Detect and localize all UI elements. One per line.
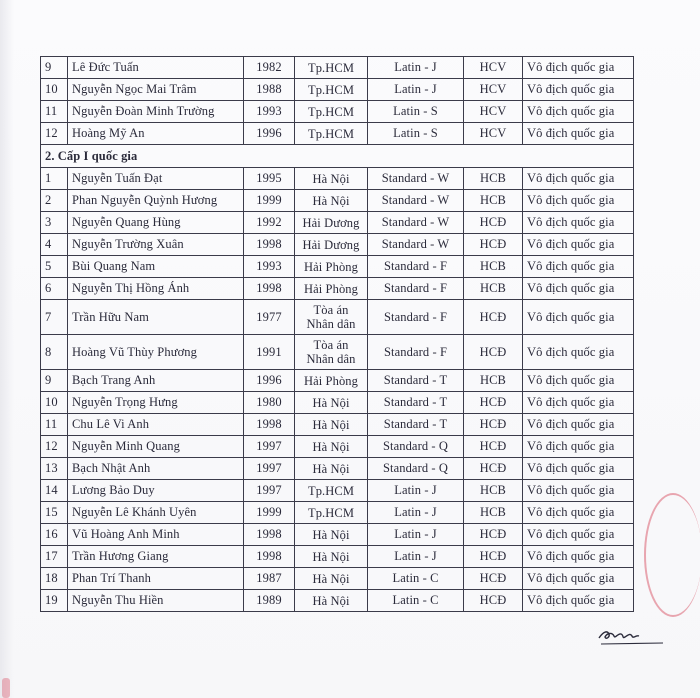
table-row	[41, 79, 634, 101]
title-cell: Vô địch quốc gia	[523, 168, 634, 190]
unit-line: Hải Dương	[302, 237, 360, 252]
medal-cell: HCĐ	[464, 392, 523, 414]
section-row	[41, 145, 634, 168]
birth-year-cell: 1997	[244, 436, 295, 458]
table-row	[41, 502, 634, 524]
category-cell: Latin - C	[368, 590, 464, 612]
title-cell: Vô địch quốc gia	[523, 568, 634, 590]
table-row	[41, 234, 634, 256]
row-number-cell: 12	[41, 123, 68, 145]
unit-line: Hải Phòng	[303, 373, 359, 388]
category-cell: Standard - Q	[368, 436, 464, 458]
medal-cell: HCĐ	[464, 590, 523, 612]
title-cell: Vô địch quốc gia	[523, 458, 634, 480]
row-number-cell: 11	[41, 101, 68, 123]
birth-year-cell: 1998	[244, 524, 295, 546]
title-cell: Vô địch quốc gia	[523, 546, 634, 568]
unit-line: Hà Nội	[312, 527, 350, 542]
table-row	[41, 278, 634, 300]
medal-cell: HCB	[464, 502, 523, 524]
athlete-name-cell: Phan Nguyễn Quỳnh Hương	[68, 190, 244, 212]
unit-line: Hà Nội	[312, 193, 350, 208]
unit-line: Tp.HCM	[307, 505, 355, 520]
row-number-cell: 10	[41, 392, 68, 414]
title-cell: Vô địch quốc gia	[523, 212, 634, 234]
category-cell: Standard - T	[368, 392, 464, 414]
unit-line: Nhân dân	[306, 317, 356, 331]
medal-cell: HCĐ	[464, 436, 523, 458]
athlete-name-cell: Trần Hương Giang	[68, 546, 244, 568]
table-row	[41, 57, 634, 79]
birth-year-cell: 1998	[244, 414, 295, 436]
table-row	[41, 436, 634, 458]
athlete-name-cell: Lê Đức Tuấn	[68, 57, 244, 79]
table-section	[41, 145, 634, 168]
unit-cell	[295, 300, 368, 335]
table-row	[41, 568, 634, 590]
row-number-cell: 6	[41, 278, 68, 300]
birth-year-cell: 1989	[244, 590, 295, 612]
athlete-name-cell: Nguyễn Minh Quang	[68, 436, 244, 458]
birth-year-cell: 1995	[244, 168, 295, 190]
category-cell: Standard - Q	[368, 458, 464, 480]
unit-cell	[295, 256, 368, 278]
category-cell: Standard - F	[368, 278, 464, 300]
category-cell: Latin - S	[368, 101, 464, 123]
table-row	[41, 392, 634, 414]
category-cell: Standard - W	[368, 190, 464, 212]
unit-line: Tp.HCM	[307, 104, 355, 119]
athlete-name-cell: Vũ Hoàng Anh Minh	[68, 524, 244, 546]
athlete-name-cell: Hoàng Vũ Thùy Phương	[68, 335, 244, 370]
category-cell: Standard - W	[368, 234, 464, 256]
athlete-name-cell: Hoàng Mỹ An	[68, 123, 244, 145]
medal-cell: HCĐ	[464, 568, 523, 590]
unit-line: Hà Nội	[312, 417, 350, 432]
table-row	[41, 168, 634, 190]
unit-cell	[295, 278, 368, 300]
unit-line: Hà Nội	[312, 571, 350, 586]
category-cell: Latin - J	[368, 57, 464, 79]
table-row	[41, 101, 634, 123]
unit-cell	[295, 458, 368, 480]
title-cell: Vô địch quốc gia	[523, 524, 634, 546]
birth-year-cell: 1997	[244, 480, 295, 502]
birth-year-cell: 1997	[244, 458, 295, 480]
table-row	[41, 458, 634, 480]
birth-year-cell: 1998	[244, 278, 295, 300]
category-cell: Latin - S	[368, 123, 464, 145]
row-number-cell: 7	[41, 300, 68, 335]
title-cell: Vô địch quốc gia	[523, 79, 634, 101]
unit-cell	[295, 436, 368, 458]
unit-line: Hà Nội	[312, 395, 350, 410]
category-cell: Standard - T	[368, 414, 464, 436]
athlete-name-cell: Nguyễn Thị Hồng Ánh	[68, 278, 244, 300]
category-cell: Latin - J	[368, 502, 464, 524]
title-cell: Vô địch quốc gia	[523, 480, 634, 502]
medal-cell: HCĐ	[464, 414, 523, 436]
handwritten-signature	[597, 624, 667, 648]
category-cell: Latin - J	[368, 524, 464, 546]
athlete-name-cell: Nguyễn Tuấn Đạt	[68, 168, 244, 190]
unit-cell	[295, 335, 368, 370]
table-row	[41, 190, 634, 212]
scan-edge-shadow	[0, 0, 14, 698]
birth-year-cell: 1999	[244, 502, 295, 524]
medal-cell: HCV	[464, 101, 523, 123]
title-cell: Vô địch quốc gia	[523, 57, 634, 79]
unit-cell	[295, 57, 368, 79]
unit-cell	[295, 168, 368, 190]
birth-year-cell: 1991	[244, 335, 295, 370]
birth-year-cell: 1996	[244, 123, 295, 145]
table-row	[41, 123, 634, 145]
medal-cell: HCV	[464, 57, 523, 79]
athlete-name-cell: Nguyễn Ngọc Mai Trâm	[68, 79, 244, 101]
athlete-name-cell: Nguyễn Đoàn Minh Trường	[68, 101, 244, 123]
table-row	[41, 590, 634, 612]
unit-line: Hải Dương	[302, 215, 360, 230]
category-cell: Standard - W	[368, 168, 464, 190]
birth-year-cell: 1987	[244, 568, 295, 590]
table-body-bottom	[41, 168, 634, 612]
unit-line: Tp.HCM	[307, 483, 355, 498]
row-number-cell: 3	[41, 212, 68, 234]
row-number-cell: 17	[41, 546, 68, 568]
category-cell: Standard - T	[368, 370, 464, 392]
title-cell: Vô địch quốc gia	[523, 590, 634, 612]
row-number-cell: 12	[41, 436, 68, 458]
medal-cell: HCB	[464, 190, 523, 212]
unit-line: Tòa án	[313, 303, 349, 317]
unit-line: Hải Phòng	[303, 259, 359, 274]
title-cell: Vô địch quốc gia	[523, 101, 634, 123]
table-body-top	[41, 57, 634, 145]
athlete-name-cell: Nguyễn Trọng Hưng	[68, 392, 244, 414]
table-row	[41, 546, 634, 568]
birth-year-cell: 1993	[244, 256, 295, 278]
unit-cell	[295, 546, 368, 568]
row-number-cell: 8	[41, 335, 68, 370]
unit-cell	[295, 502, 368, 524]
medal-cell: HCĐ	[464, 335, 523, 370]
medal-cell: HCĐ	[464, 300, 523, 335]
row-number-cell: 9	[41, 57, 68, 79]
athlete-name-cell: Trần Hữu Nam	[68, 300, 244, 335]
table-row	[41, 524, 634, 546]
medal-cell: HCĐ	[464, 546, 523, 568]
category-cell: Latin - C	[368, 568, 464, 590]
athlete-name-cell: Bạch Nhật Anh	[68, 458, 244, 480]
row-number-cell: 16	[41, 524, 68, 546]
medal-cell: HCB	[464, 256, 523, 278]
unit-cell	[295, 370, 368, 392]
row-number-cell: 11	[41, 414, 68, 436]
unit-cell	[295, 392, 368, 414]
unit-line: Hà Nội	[312, 593, 350, 608]
unit-line: Hà Nội	[312, 461, 350, 476]
medal-cell: HCĐ	[464, 458, 523, 480]
table-row	[41, 256, 634, 278]
unit-line: Nhân dân	[306, 352, 356, 366]
birth-year-cell: 1996	[244, 370, 295, 392]
birth-year-cell: 1982	[244, 57, 295, 79]
birth-year-cell: 1980	[244, 392, 295, 414]
category-cell: Standard - F	[368, 256, 464, 278]
unit-cell	[295, 524, 368, 546]
medal-cell: HCB	[464, 278, 523, 300]
red-seal-stamp	[644, 493, 700, 617]
title-cell: Vô địch quốc gia	[523, 256, 634, 278]
table-row	[41, 370, 634, 392]
birth-year-cell: 1999	[244, 190, 295, 212]
athlete-name-cell: Lương Bảo Duy	[68, 480, 244, 502]
medal-cell: HCV	[464, 79, 523, 101]
unit-cell	[295, 123, 368, 145]
unit-line: Hà Nội	[312, 439, 350, 454]
title-cell: Vô địch quốc gia	[523, 234, 634, 256]
unit-line: Hà Nội	[312, 171, 350, 186]
title-cell: Vô địch quốc gia	[523, 123, 634, 145]
category-cell: Latin - J	[368, 79, 464, 101]
athlete-name-cell: Chu Lê Vi Anh	[68, 414, 244, 436]
birth-year-cell: 1993	[244, 101, 295, 123]
table-row	[41, 414, 634, 436]
category-cell: Standard - W	[368, 212, 464, 234]
athlete-name-cell: Bùi Quang Nam	[68, 256, 244, 278]
birth-year-cell: 1998	[244, 546, 295, 568]
row-number-cell: 13	[41, 458, 68, 480]
unit-line: Hà Nội	[312, 549, 350, 564]
table-row	[41, 212, 634, 234]
row-number-cell: 2	[41, 190, 68, 212]
category-cell: Latin - J	[368, 546, 464, 568]
unit-line: Tp.HCM	[307, 60, 355, 75]
row-number-cell: 18	[41, 568, 68, 590]
title-cell: Vô địch quốc gia	[523, 370, 634, 392]
category-cell: Standard - F	[368, 300, 464, 335]
title-cell: Vô địch quốc gia	[523, 414, 634, 436]
title-cell: Vô địch quốc gia	[523, 300, 634, 335]
row-number-cell: 5	[41, 256, 68, 278]
birth-year-cell: 1998	[244, 234, 295, 256]
title-cell: Vô địch quốc gia	[523, 278, 634, 300]
unit-cell	[295, 568, 368, 590]
unit-cell	[295, 234, 368, 256]
unit-cell	[295, 414, 368, 436]
medal-cell: HCĐ	[464, 234, 523, 256]
category-cell: Latin - J	[368, 480, 464, 502]
birth-year-cell: 1992	[244, 212, 295, 234]
row-number-cell: 1	[41, 168, 68, 190]
medal-cell: HCĐ	[464, 212, 523, 234]
athlete-name-cell: Nguyễn Thu Hiền	[68, 590, 244, 612]
athlete-name-cell: Bạch Trang Anh	[68, 370, 244, 392]
medal-cell: HCV	[464, 123, 523, 145]
unit-line: Tp.HCM	[307, 82, 355, 97]
birth-year-cell: 1977	[244, 300, 295, 335]
title-cell: Vô địch quốc gia	[523, 436, 634, 458]
unit-cell	[295, 590, 368, 612]
title-cell: Vô địch quốc gia	[523, 502, 634, 524]
athlete-name-cell: Nguyễn Trường Xuân	[68, 234, 244, 256]
unit-cell	[295, 212, 368, 234]
medal-cell: HCB	[464, 480, 523, 502]
row-number-cell: 10	[41, 79, 68, 101]
unit-line: Tòa án	[313, 338, 349, 352]
birth-year-cell: 1988	[244, 79, 295, 101]
row-number-cell: 4	[41, 234, 68, 256]
unit-cell	[295, 480, 368, 502]
table-row	[41, 300, 634, 335]
category-cell: Standard - F	[368, 335, 464, 370]
table-row	[41, 480, 634, 502]
table-row	[41, 335, 634, 370]
unit-cell	[295, 79, 368, 101]
unit-line: Hải Phòng	[303, 281, 359, 296]
medal-cell: HCB	[464, 370, 523, 392]
athlete-name-cell: Nguyễn Quang Hùng	[68, 212, 244, 234]
row-number-cell: 9	[41, 370, 68, 392]
medal-cell: HCB	[464, 168, 523, 190]
medal-cell: HCĐ	[464, 524, 523, 546]
title-cell: Vô địch quốc gia	[523, 190, 634, 212]
row-number-cell: 19	[41, 590, 68, 612]
row-number-cell: 15	[41, 502, 68, 524]
title-cell: Vô địch quốc gia	[523, 335, 634, 370]
unit-line: Tp.HCM	[307, 126, 355, 141]
athlete-table	[40, 56, 634, 612]
athlete-name-cell: Nguyễn Lê Khánh Uyên	[68, 502, 244, 524]
row-number-cell: 14	[41, 480, 68, 502]
section-heading: 2. Cấp I quốc gia	[41, 145, 634, 168]
red-margin-mark	[2, 678, 10, 698]
unit-cell	[295, 190, 368, 212]
athlete-name-cell: Phan Trí Thanh	[68, 568, 244, 590]
unit-cell	[295, 101, 368, 123]
title-cell: Vô địch quốc gia	[523, 392, 634, 414]
